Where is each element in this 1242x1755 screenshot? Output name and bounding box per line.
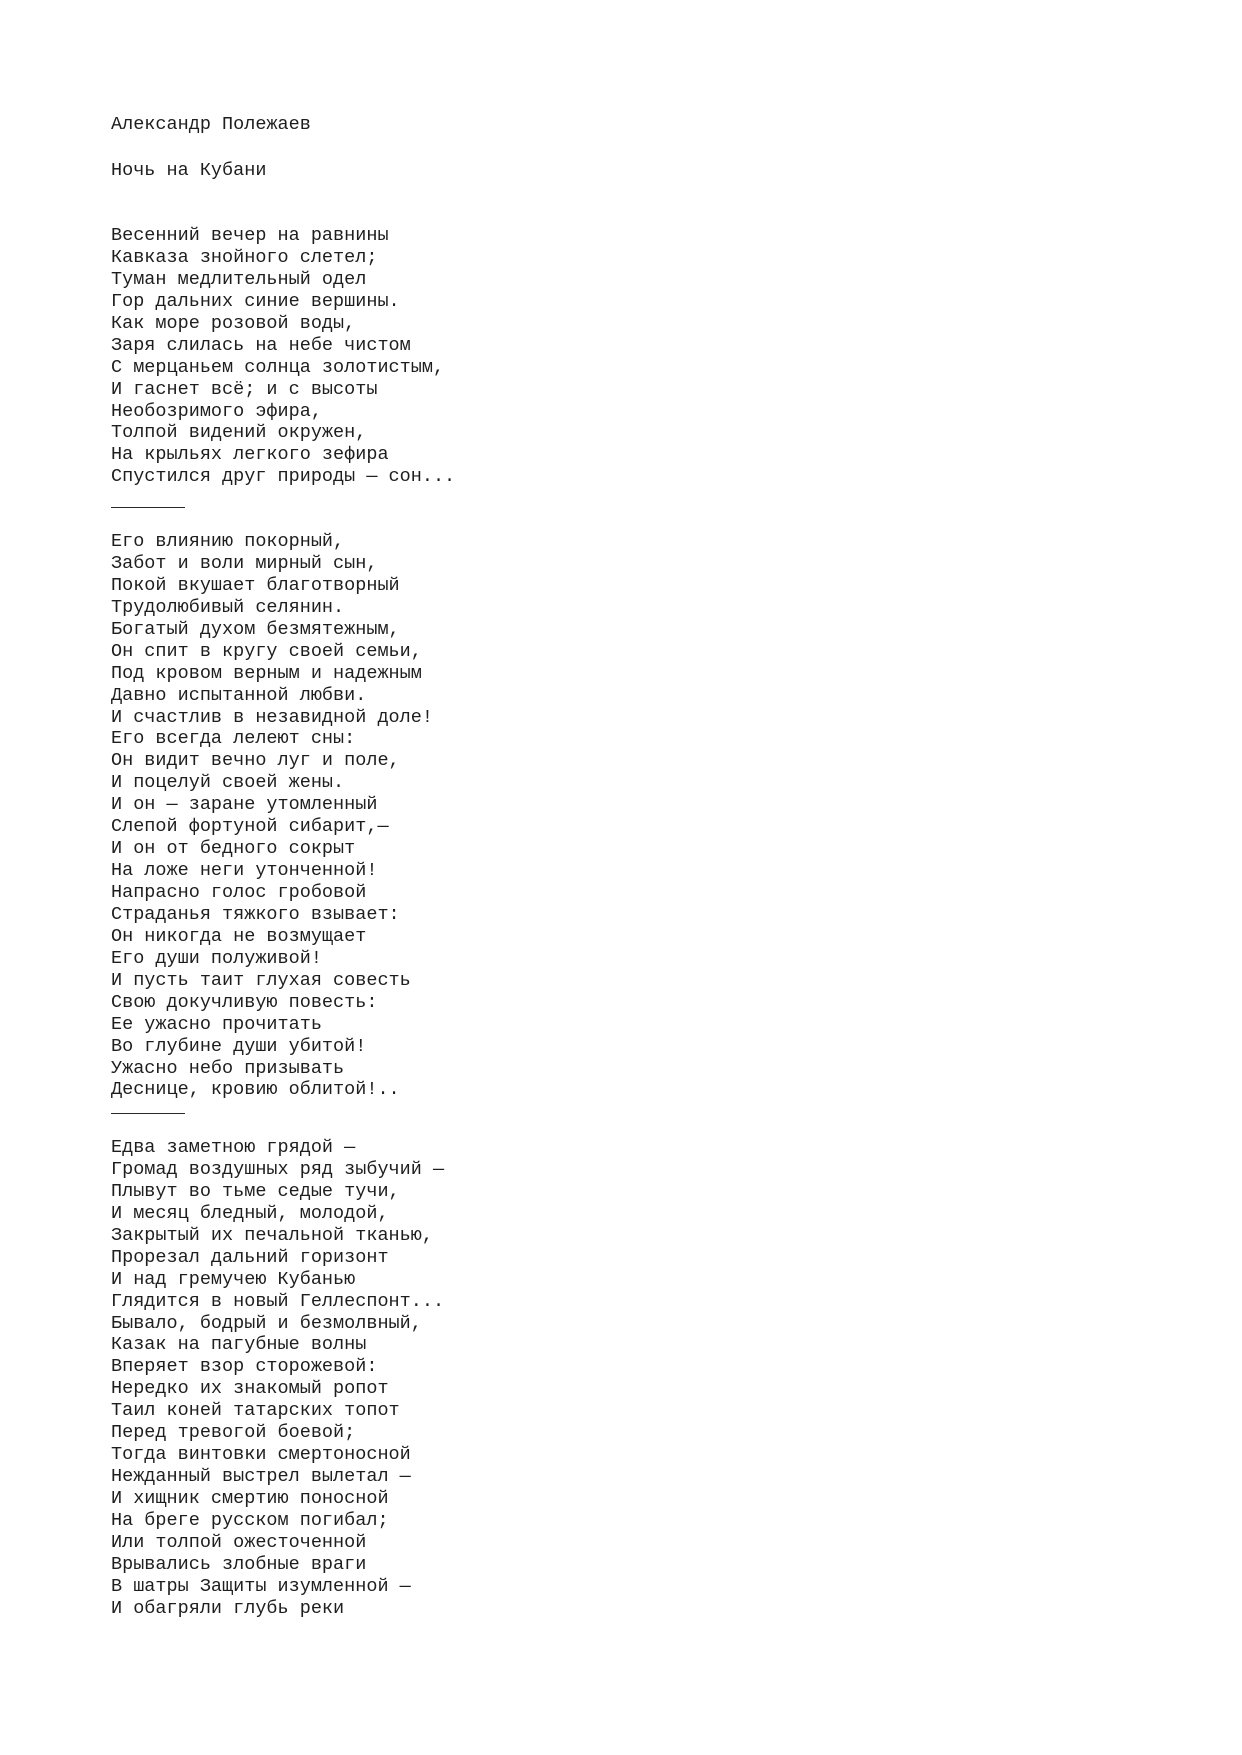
poem-line: Трудолюбивый селянин. — [111, 596, 345, 618]
poem-line: Толпой видений окружен, — [111, 422, 367, 444]
poem-line: Нежданный выстрел вылетал — — [111, 1466, 411, 1488]
poem-line: Едва заметною грядой — — [111, 1137, 356, 1158]
poem-line: На бреге русском погибал; — [111, 1509, 389, 1531]
poem-line: Плывут во тьме седые тучи, — [111, 1180, 400, 1202]
poem-line: Заря слилась на небе чистом — [111, 334, 411, 356]
poem-line: И над гремучею Кубанью — [111, 1268, 356, 1290]
poem-line: Или толпой ожесточенной — [111, 1531, 367, 1553]
poem-line: Закрытый их печальной тканью, — [111, 1224, 433, 1246]
poem-line: Он видит вечно луг и поле, — [111, 750, 400, 772]
poem-line: Вперяет взор сторожевой: — [111, 1356, 378, 1378]
poem-line: Ужасно небо призывать — [111, 1057, 345, 1079]
poem-line: Тогда винтовки смертоносной — [111, 1444, 411, 1466]
poem-line: Под кровом верным и надежным — [111, 662, 422, 684]
author-name: Александр Полежаев — [111, 114, 311, 135]
poem-line: Спустился друг природы — сон... — [111, 466, 456, 488]
poem-line: Забот и воли мирный сын, — [111, 552, 378, 574]
poem-line: Его всегда лелеют сны: — [111, 728, 356, 750]
poem-line: Богатый духом безмятежным, — [111, 618, 400, 640]
poem-line: И он — заране утомленный — [111, 794, 378, 816]
poem-line: Бывало, бодрый и безмолвный, — [111, 1312, 422, 1334]
stanza-separator — [111, 507, 185, 508]
poem-line: Таил коней татарских топот — [111, 1400, 400, 1422]
poem-line: Как море розовой воды, — [111, 312, 356, 334]
poem-line: Необозримого эфира, — [111, 400, 322, 422]
poem-line: Кавказа знойного слетел; — [111, 246, 378, 268]
poem-line: Туман медлительный одел — [111, 268, 367, 290]
poem-line: Нередко их знакомый ропот — [111, 1378, 389, 1400]
poem-line: На крыльях легкого зефира — [111, 444, 389, 466]
poem-line: В шатры Защиты изумленной — — [111, 1575, 411, 1597]
poem-line: Его души полуживой! — [111, 947, 322, 969]
poem-line: Громад воздушных ряд зыбучий — — [111, 1158, 445, 1180]
poem-line: Глядится в новый Геллеспонт... — [111, 1290, 445, 1312]
stanza-2 — [111, 531, 433, 1101]
poem-line: Гор дальних синие вершины. — [111, 290, 400, 312]
poem-line: Ее ужасно прочитать — [111, 1013, 322, 1035]
poem-line: Перед тревогой боевой; — [111, 1422, 356, 1444]
poem-line: Напрасно голос гробовой — [111, 882, 367, 903]
poem-line: И счастлив в незавидной доле! — [111, 706, 433, 728]
poem-line: И он от бедного сокрыт — [111, 838, 356, 860]
poem-line: С мерцаньем солнца золотистым, — [111, 356, 445, 378]
poem-line: Его влиянию покорный, — [111, 531, 345, 552]
stanza-separator — [111, 1113, 185, 1114]
stanza-3 — [111, 1137, 444, 1620]
poem-line: И гаснет всё; и с высоты — [111, 378, 378, 400]
poem-line: Во глубине души убитой! — [111, 1035, 367, 1057]
poem-line: На ложе неги утонченной! — [111, 860, 378, 882]
poem-line: Он никогда не возмущает — [111, 925, 367, 947]
poem-line: Врывались злобные враги — [111, 1553, 367, 1575]
poem-line: Деснице, кровию облитой!.. — [111, 1079, 400, 1101]
poem-line: Казак на пагубные волны — [111, 1334, 367, 1356]
stanza-1 — [111, 225, 455, 488]
poem-line: И хищник смертию поносной — [111, 1488, 389, 1509]
poem-line: И месяц бледный, молодой, — [111, 1202, 389, 1224]
poem-line: И поцелуй своей жены. — [111, 772, 345, 794]
poem-line: Покой вкушает благотворный — [111, 574, 400, 596]
poem-line: Свою докучливую повесть: — [111, 991, 378, 1013]
poem-line: И обагряли глубь реки — [111, 1597, 345, 1619]
poem-line: Прорезал дальний горизонт — [111, 1246, 389, 1268]
poem-line: Он спит в кругу своей семьи, — [111, 640, 422, 662]
poem-line: Давно испытанной любви. — [111, 684, 367, 706]
poem-line: И пусть таит глухая совесть — [111, 969, 411, 991]
poem-line: Страданья тяжкого взывает: — [111, 903, 400, 925]
poem-line: Весенний вечер на равнины — [111, 225, 389, 246]
poem-line: Слепой фортуной сибарит,— — [111, 816, 389, 838]
poem-title: Ночь на Кубани — [111, 160, 267, 181]
